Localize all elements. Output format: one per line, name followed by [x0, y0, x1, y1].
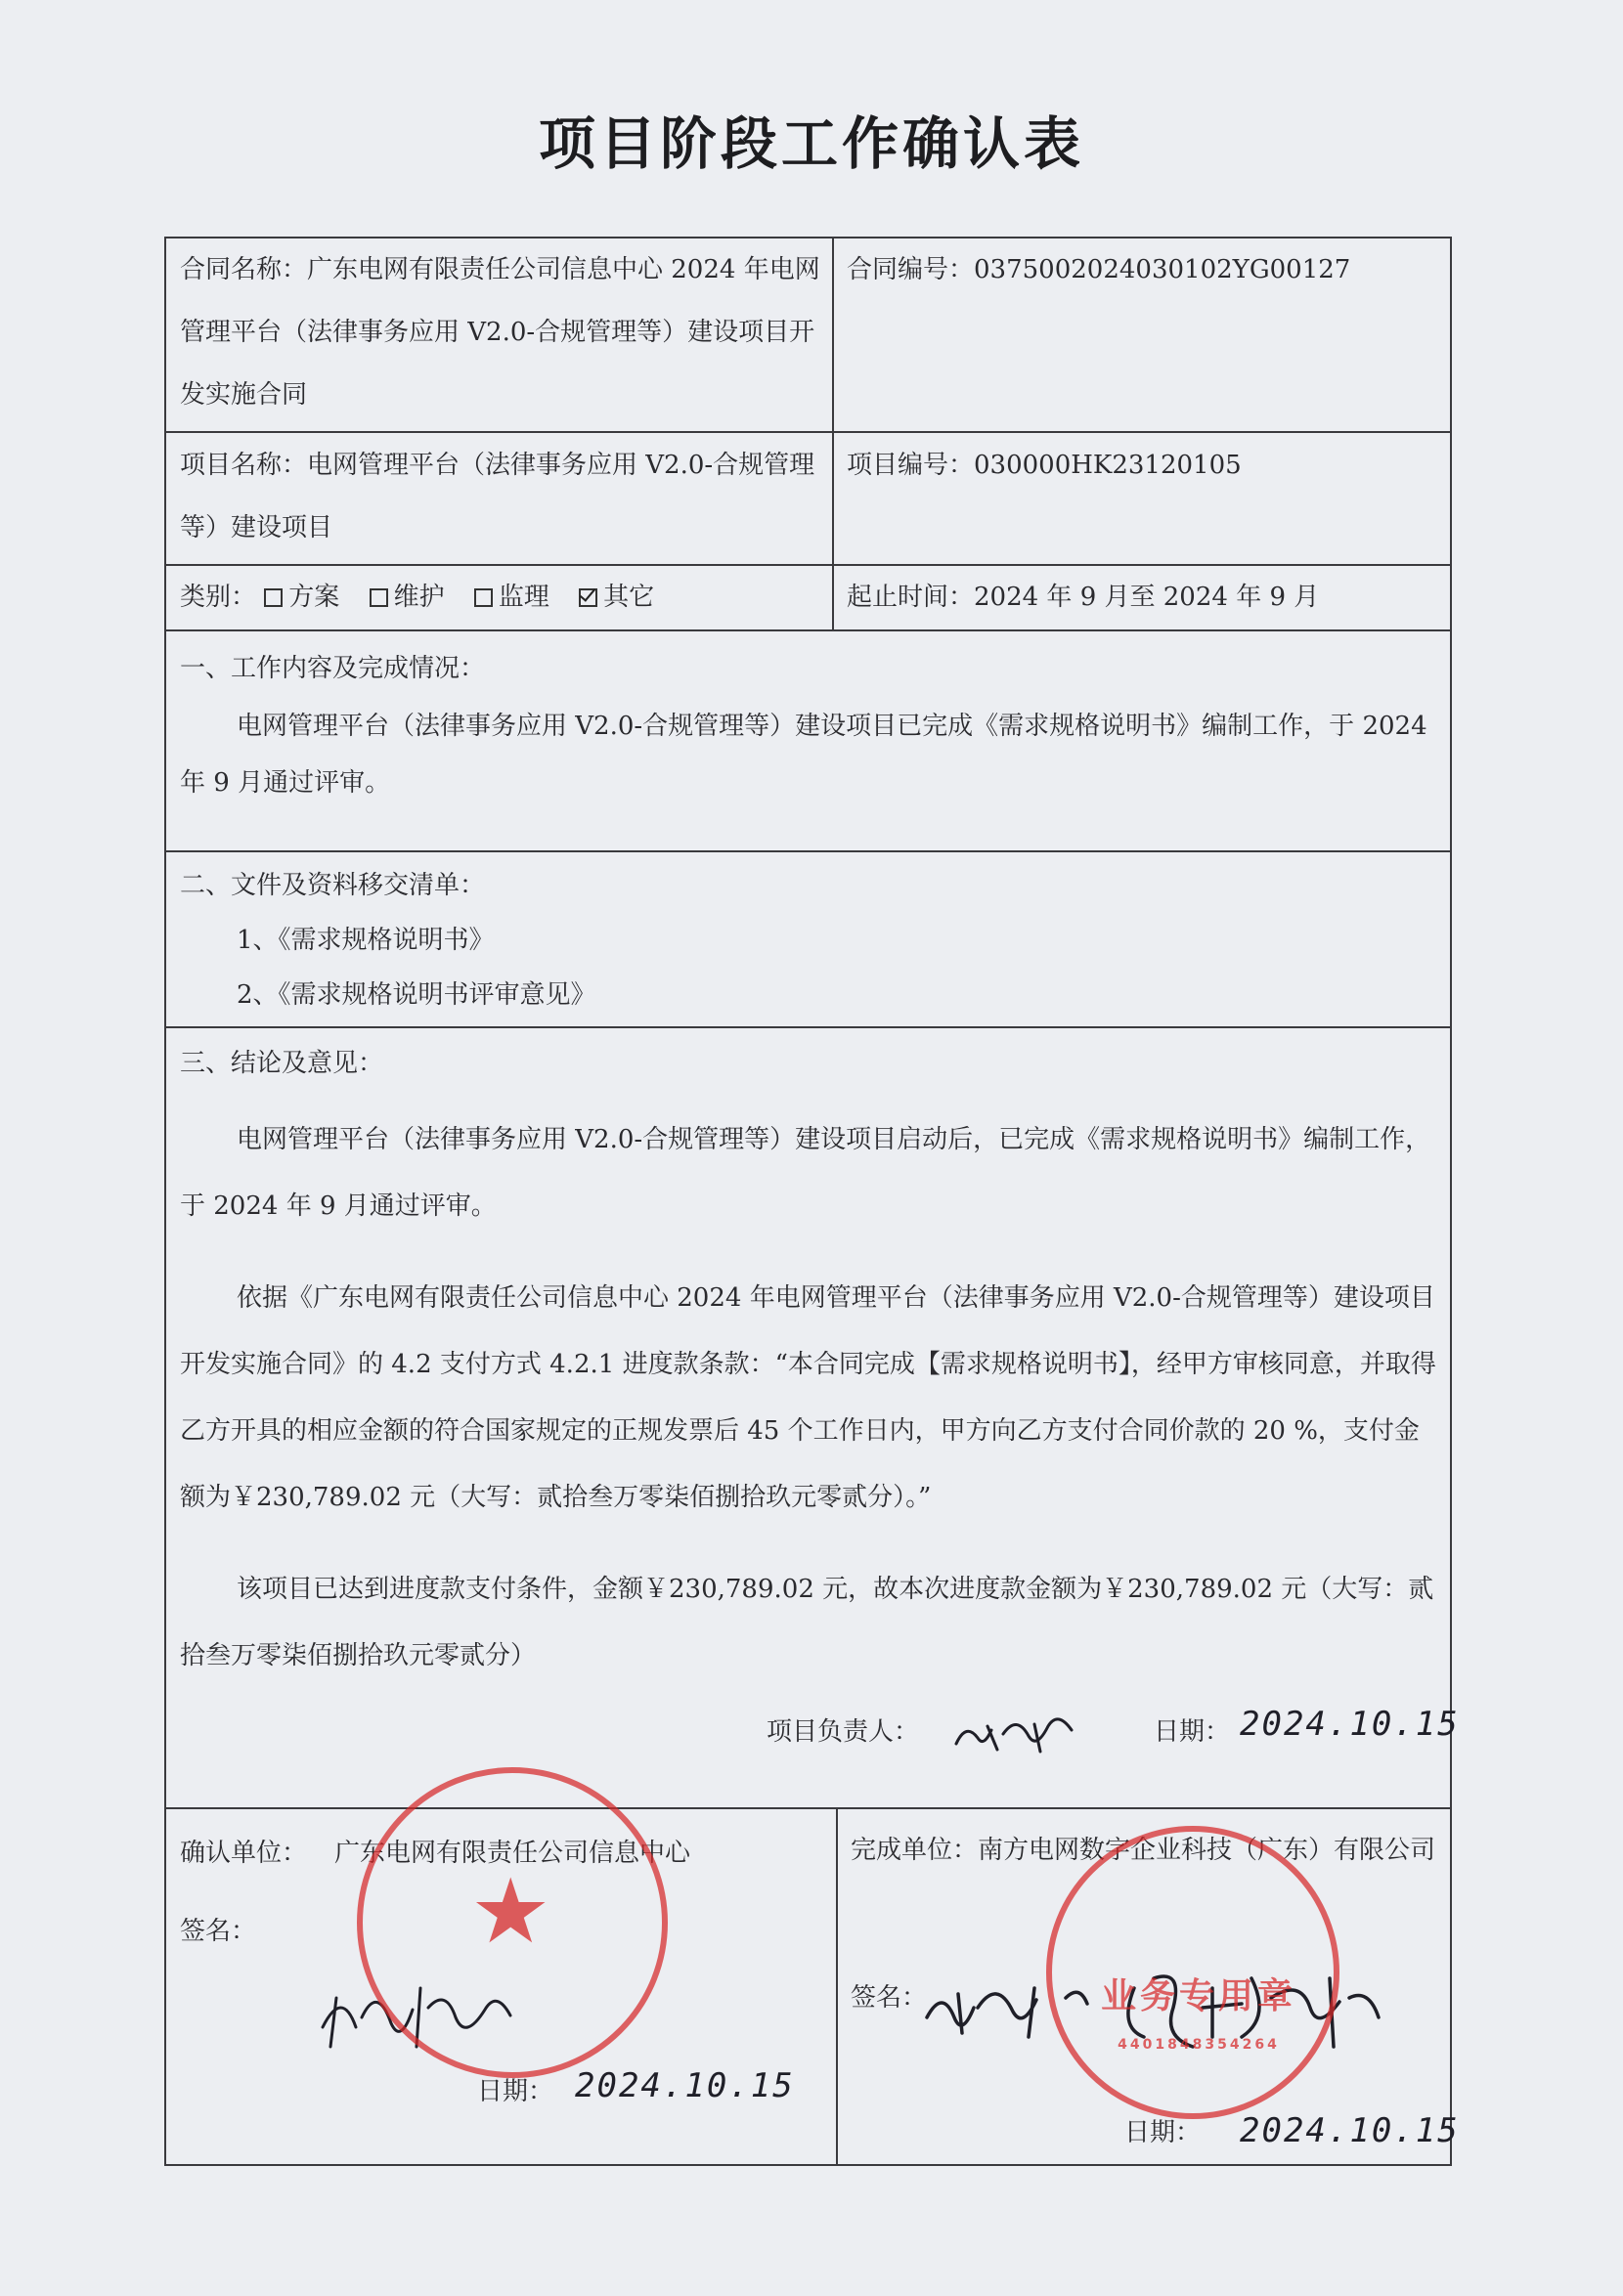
leader-date: 2024.10.15	[1240, 1705, 1460, 1744]
confirm-sign-label: 签名：	[180, 1917, 257, 1946]
category-option-maintenance[interactable]: 维护	[370, 583, 445, 612]
row-divider	[166, 431, 1450, 433]
checked-checkbox-icon[interactable]	[579, 588, 597, 607]
project-name: 项目名称：电网管理平台（法律事务应用 V2.0-合规管理等）建设项目	[180, 451, 815, 542]
period: 起止时间：2024 年 9 月至 2024 年 9 月	[847, 583, 1320, 612]
confirm-signature	[313, 1969, 548, 2057]
category-row	[180, 566, 825, 628]
column-divider	[836, 1807, 838, 2166]
complete-signature	[919, 1959, 1427, 2066]
section3-paragraph-1: 电网管理平台（法律事务应用 V2.0-合规管理等）建设项目启动后，已完成《需求规格说明书》编制工作，于 2024 年 9 月通过评审。	[180, 1125, 1431, 1221]
section3-paragraph-3: 该项目已达到进度款支付条件，金额￥230,789.02 元，故本次进度款金额为￥230,789.02 元（大写：贰拾叁万零柒佰捌拾玖元零贰分）	[180, 1575, 1434, 1670]
star-icon: ★	[470, 1859, 551, 1964]
complete-sign-label: 签名：	[851, 1983, 928, 2013]
leader-signature	[948, 1705, 1095, 1763]
category-option-other[interactable]: 其它	[579, 583, 654, 612]
confirm-unit-name: 广东电网有限责任公司信息中心	[334, 1839, 691, 1868]
row-divider	[166, 850, 1450, 852]
category-label: 类别：	[180, 583, 257, 612]
row-divider	[166, 1807, 1450, 1809]
project-leader-label: 项目负责人：	[767, 1717, 920, 1747]
checkbox-icon[interactable]	[264, 588, 283, 607]
complete-unit: 完成单位：南方电网数字企业科技（广东）有限公司	[851, 1836, 1436, 1865]
contract-name: 合同名称：广东电网有限责任公司信息中心 2024 年电网管理平台（法律事务应用 V2.0-合规管理等）建设项目开发实施合同	[180, 255, 820, 410]
leader-date-label: 日期：	[1154, 1717, 1231, 1747]
project-number: 项目编号：030000HK23120105	[847, 451, 1242, 480]
row-divider	[166, 1026, 1450, 1028]
section2-heading: 二、文件及资料移交清单：	[180, 871, 486, 900]
checkbox-icon[interactable]	[370, 588, 388, 607]
section3-paragraph-2: 依据《广东电网有限责任公司信息中心 2024 年电网管理平台（法律事务应用 V2.0-合规管理等）建设项目开发实施合同》的 4.2 支付方式 4.2.1 进度款条款：“本合同完成【需求规格说明书】，经甲方审核同意，并取得乙方开具的相应金额的符合国家规定的正规发票后 45 个工作日内，甲方向乙方支付合同价款的 20 %，支付金额为￥230,789.02 元（大写：贰拾叁万零柒佰捌拾玖元零贰分）。”	[180, 1283, 1436, 1512]
row-divider	[166, 629, 1450, 631]
seal-code: 4401848354264	[1118, 2037, 1280, 2053]
category-option-plan[interactable]: 方案	[264, 583, 339, 612]
confirm-unit-label: 确认单位：	[180, 1839, 308, 1868]
confirm-date: 2024.10.15	[575, 2066, 795, 2105]
section1-body: 电网管理平台（法律事务应用 V2.0-合规管理等）建设项目已完成《需求规格说明书》编制工作，于 2024 年 9 月通过评审。	[180, 712, 1427, 798]
contract-number: 合同编号：0375002024030102YG00127	[847, 255, 1351, 284]
checkbox-icon[interactable]	[474, 588, 493, 607]
confirm-date-label: 日期：	[477, 2077, 554, 2106]
confirmation-form-table	[164, 237, 1460, 2166]
list-item: 2、《需求规格说明书评审意见》	[237, 980, 596, 1010]
complete-date-label: 日期：	[1124, 2118, 1202, 2147]
page-title: 项目阶段工作确认表	[538, 110, 1084, 177]
section1-heading: 一、工作内容及完成情况：	[180, 654, 486, 683]
category-option-supervision[interactable]: 监理	[474, 583, 549, 612]
column-divider	[832, 238, 834, 629]
complete-date: 2024.10.15	[1240, 2111, 1460, 2150]
list-item: 1、《需求规格说明书》	[237, 926, 495, 955]
section3-heading: 三、结论及意见：	[180, 1049, 384, 1078]
seal-subtitle: 业务专用章	[1100, 1976, 1296, 2016]
